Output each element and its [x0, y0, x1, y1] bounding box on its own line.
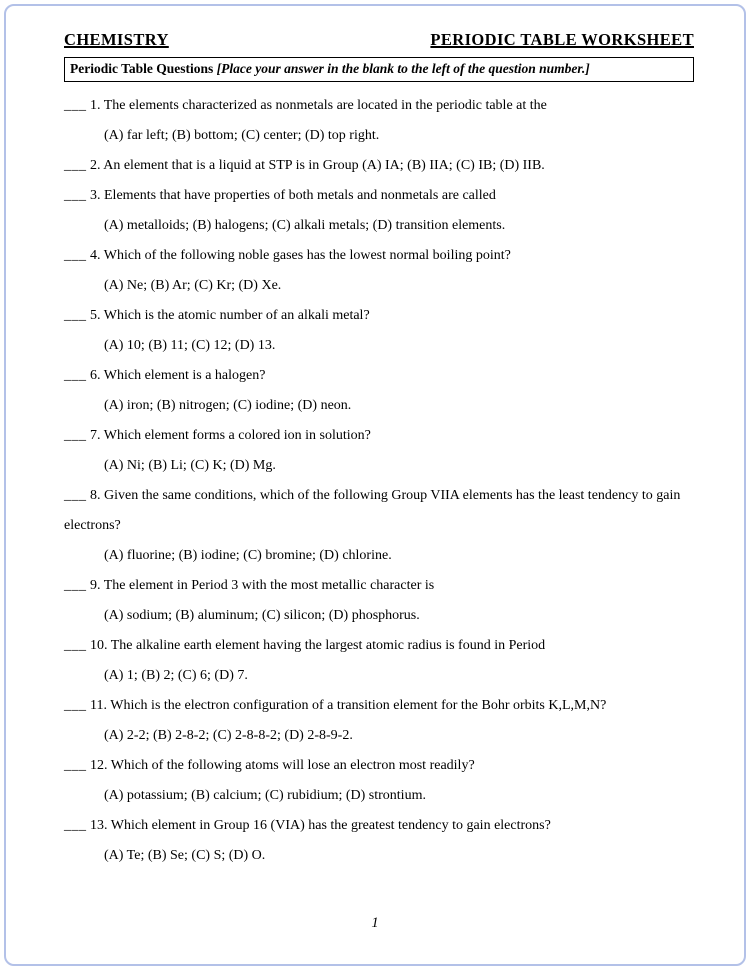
question-2 — [64, 151, 694, 181]
answer-choices: (A) 10; (B) 11; (C) 12; (D) 13. — [104, 338, 276, 353]
question-text: Which element forms a colored ion in solution? — [103, 428, 371, 443]
answer-choices: (A) Ni; (B) Li; (C) K; (D) Mg. — [104, 458, 276, 473]
question-line — [64, 91, 694, 121]
answer-blank: ___ — [64, 698, 87, 713]
question-text: The elements characterized as nonmetals are located in the periodic table at the — [103, 98, 547, 113]
instructions-note: [Place your answer in the blank to the left of the question number.] — [216, 61, 590, 76]
answer-choices: (A) fluorine; (B) iodine; (C) bromine; (D) chlorine. — [104, 548, 392, 563]
question-line — [64, 751, 694, 781]
question-5 — [64, 301, 694, 361]
question-line — [64, 241, 694, 271]
question-line — [64, 361, 694, 391]
question-number: 9. — [90, 578, 101, 593]
question-text: The element in Period 3 with the most metallic character is — [103, 578, 435, 593]
worksheet-header — [64, 30, 694, 50]
answer-choices: (A) Ne; (B) Ar; (C) Kr; (D) Xe. — [104, 278, 282, 293]
answer-blank: ___ — [64, 638, 87, 653]
question-3 — [64, 181, 694, 241]
worksheet-title: PERIODIC TABLE WORKSHEET — [430, 30, 694, 49]
question-text: Elements that have properties of both metals and nonmetals are called — [104, 188, 496, 203]
question-12 — [64, 751, 694, 811]
question-10 — [64, 631, 694, 691]
answer-blank: ___ — [64, 188, 87, 203]
question-number: 12. — [90, 758, 108, 773]
question-line — [64, 811, 694, 841]
answer-blank: ___ — [64, 158, 87, 173]
question-1 — [64, 91, 694, 151]
question-13 — [64, 811, 694, 871]
question-number: 4. — [90, 248, 101, 263]
question-4 — [64, 241, 694, 301]
question-number: 1. — [90, 98, 101, 113]
question-number: 3. — [90, 188, 101, 203]
question-number: 7. — [90, 428, 101, 443]
answer-choices: (A) iron; (B) nitrogen; (C) iodine; (D) neon. — [104, 398, 352, 413]
question-list — [64, 91, 694, 871]
question-line — [64, 181, 694, 211]
answer-blank: ___ — [64, 368, 87, 383]
answer-choices: (A) Te; (B) Se; (C) S; (D) O. — [104, 848, 266, 863]
page-content — [64, 30, 694, 871]
question-line — [64, 481, 694, 541]
question-11 — [64, 691, 694, 751]
answer-blank: ___ — [64, 308, 87, 323]
question-text: Which is the electron configuration of a transition element for the Bohr orbits K,L,M,N? — [110, 698, 607, 713]
question-number: 13. — [90, 818, 108, 833]
instructions-title: Periodic Table Questions — [70, 61, 214, 76]
answer-blank: ___ — [64, 98, 87, 113]
question-text: Which element in Group 16 (VIA) has the greatest tendency to gain electrons? — [110, 818, 551, 833]
question-line — [64, 151, 694, 181]
question-7 — [64, 421, 694, 481]
question-number: 8. — [90, 488, 101, 503]
question-text: The alkaline earth element having the largest atomic radius is found in Period — [110, 638, 546, 653]
question-text: Which of the following noble gases has the lowest normal boiling point? — [103, 248, 511, 263]
question-text: Which of the following atoms will lose an electron most readily? — [110, 758, 475, 773]
answer-blank: ___ — [64, 818, 87, 833]
question-text: An element that is a liquid at STP is in Group (A) IA; (B) IIA; (C) IB; (D) IIB. — [103, 158, 545, 173]
answer-blank: ___ — [64, 428, 87, 443]
question-line — [64, 301, 694, 331]
answer-blank: ___ — [64, 758, 87, 773]
question-9 — [64, 571, 694, 631]
subject-title: CHEMISTRY — [64, 30, 169, 49]
question-text: Given the same conditions, which of the following Group VIIA elements has the least tendency to gain electrons? — [64, 488, 681, 533]
question-line — [64, 631, 694, 661]
question-line — [64, 691, 694, 721]
question-number: 10. — [90, 638, 108, 653]
question-text: Which is the atomic number of an alkali metal? — [103, 308, 370, 323]
page-number: 1 — [371, 915, 379, 931]
instructions-box — [64, 57, 694, 82]
question-6 — [64, 361, 694, 421]
question-number: 11. — [90, 698, 107, 713]
answer-choices: (A) metalloids; (B) halogens; (C) alkali metals; (D) transition elements. — [104, 218, 506, 233]
answer-choices: (A) potassium; (B) calcium; (C) rubidium; (D) strontium. — [104, 788, 426, 803]
answer-choices: (A) far left; (B) bottom; (C) center; (D) top right. — [104, 128, 380, 143]
answer-choices: (A) sodium; (B) aluminum; (C) silicon; (D) phosphorus. — [104, 608, 420, 623]
answer-choices: (A) 1; (B) 2; (C) 6; (D) 7. — [104, 668, 248, 683]
question-number: 6. — [90, 368, 101, 383]
answer-blank: ___ — [64, 578, 87, 593]
answer-blank: ___ — [64, 488, 87, 503]
question-line — [64, 421, 694, 451]
answer-blank: ___ — [64, 248, 87, 263]
question-text: Which element is a halogen? — [103, 368, 266, 383]
question-number: 5. — [90, 308, 101, 323]
answer-choices: (A) 2-2; (B) 2-8-2; (C) 2-8-8-2; (D) 2-8-9-2. — [104, 728, 353, 743]
question-line — [64, 571, 694, 601]
question-number: 2. — [90, 158, 101, 173]
question-8 — [64, 481, 694, 571]
